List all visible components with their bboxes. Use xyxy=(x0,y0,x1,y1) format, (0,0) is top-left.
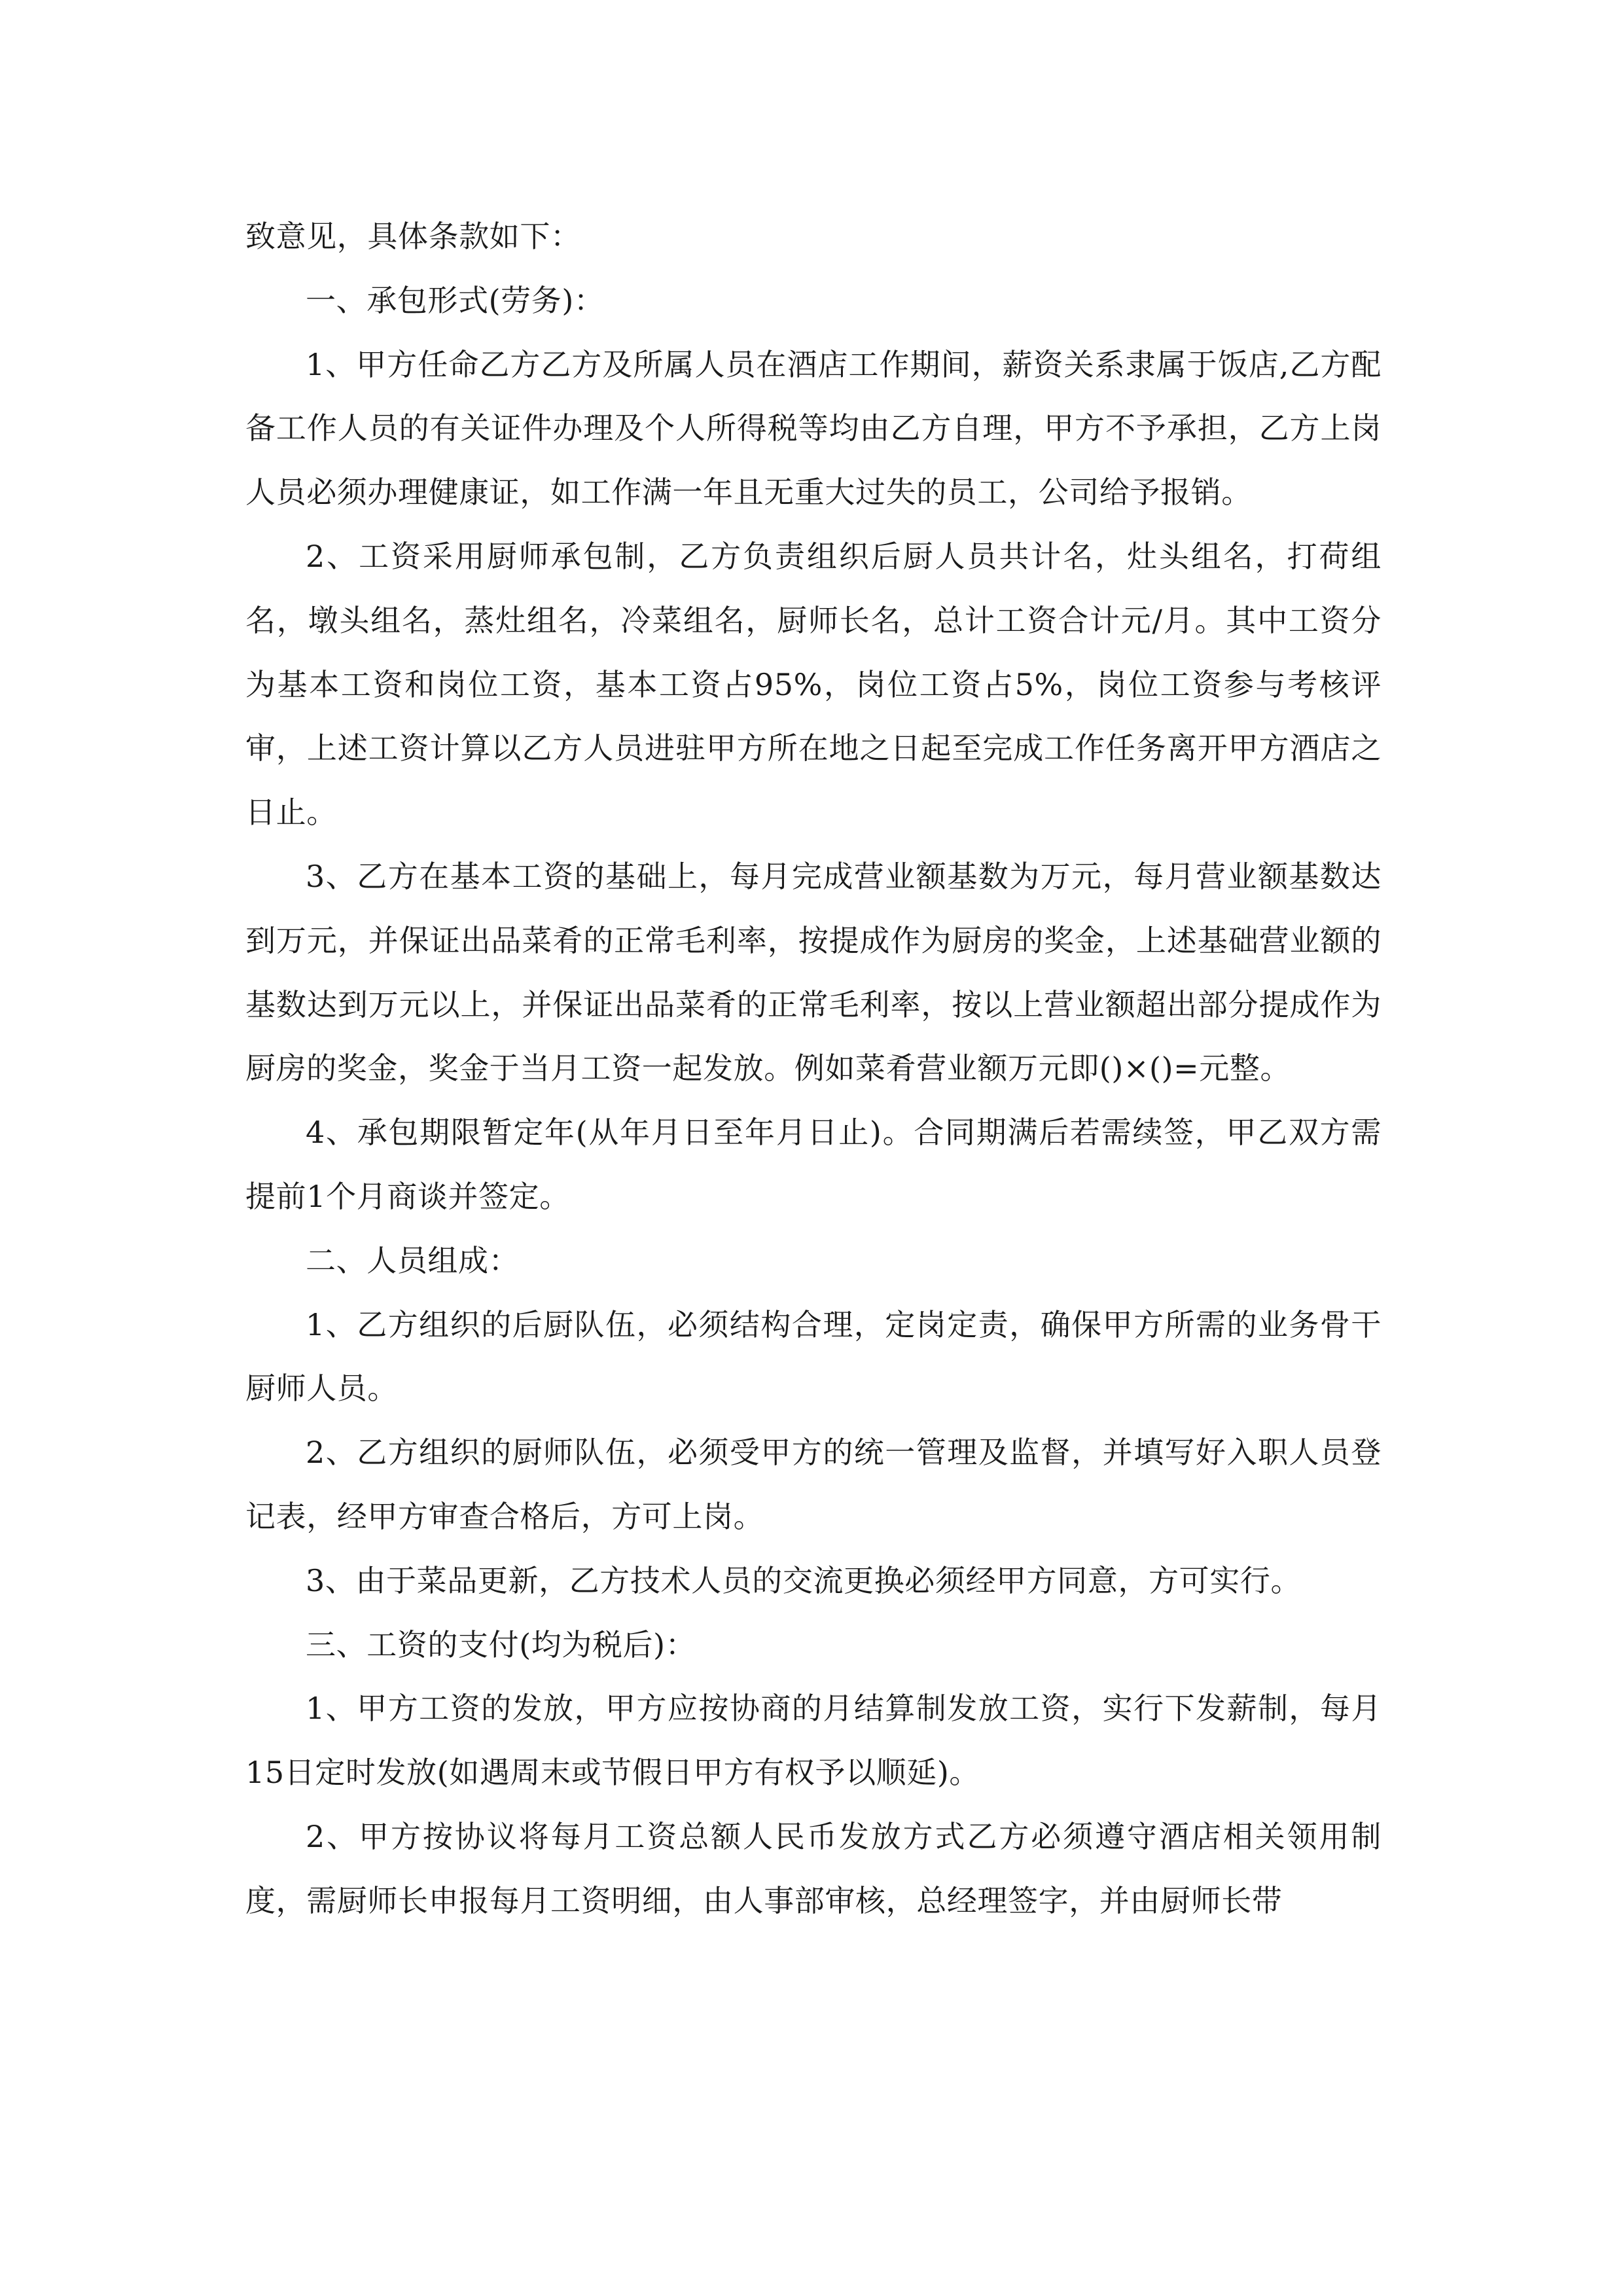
clause-1-1: 1、甲方任命乙方乙方及所属人员在酒店工作期间，薪资关系隶属于饭店,乙方配备工作人员的有关证件办理及个人所得税等均由乙方自理，甲方不予承担，乙方上岗人员必须办理健康证，如工作满一年且无重大过失的员工，公司给予报销。 xyxy=(245,346,1382,511)
clause-2-3: 3、由于菜品更新，乙方技术人员的交流更换必须经甲方同意，方可实行。 xyxy=(306,1562,1302,1598)
section-heading-staffing: 二、人员组成： xyxy=(306,1242,520,1278)
clause-2-1: 1、乙方组织的后厨队伍，必须结构合理，定岗定责，确保甲方所需的业务骨干厨师人员。 xyxy=(245,1306,1382,1407)
clause-2-2: 2、乙方组织的厨师队伍，必须受甲方的统一管理及监督，并填写好入职人员登记表，经甲方审查合格后，方可上岗。 xyxy=(245,1435,1382,1534)
section-heading-contract-form: 一、承包形式(劳务)： xyxy=(306,282,605,318)
clause-1-4: 4、承包期限暂定年(从年月日至年月日止)。合同期满后若需续签，甲乙双方需提前1个月商谈并签定。 xyxy=(245,1115,1382,1214)
clause-1-2: 2、工资采用厨师承包制，乙方负责组织后厨人员共计名，灶头组名，打荷组名，墩头组名，蒸灶组名，冷菜组名，厨师长名，总计工资合计元/月。其中工资分为基本工资和岗位工资，基本工资占95%，岗位工资占5%，岗位工资参与考核评审，上述工资计算以乙方人员进驻甲方所在地之日起至完成工作任务离开甲方酒店之日止。 xyxy=(245,538,1382,831)
clause-3-1: 1、甲方工资的发放，甲方应按协商的月结算制发放工资，实行下发薪制，每月15日定时发放(如遇周末或节假日甲方有权予以顺延)。 xyxy=(245,1691,1382,1791)
section-heading-wage-payment: 三、工资的支付(均为税后)： xyxy=(306,1626,696,1662)
contract-body-text xyxy=(245,205,1382,1933)
paragraph-intro: 致意见，具体条款如下： xyxy=(245,219,581,254)
clause-3-2: 2、甲方按协议将每月工资总额人民币发放方式乙方必须遵守酒店相关领用制度，需厨师长申报每月工资明细，由人事部审核，总经理签字，并由厨师长带 xyxy=(245,1818,1382,1918)
clause-1-3: 3、乙方在基本工资的基础上，每月完成营业额基数为万元，每月营业额基数达到万元，并保证出品菜肴的正常毛利率，按提成作为厨房的奖金，上述基础营业额的基数达到万元以上，并保证出品菜肴的正常毛利率，按以上营业额超出部分提成作为厨房的奖金，奖金于当月工资一起发放。例如菜肴营业额万元即()×()=元整。 xyxy=(245,858,1382,1086)
